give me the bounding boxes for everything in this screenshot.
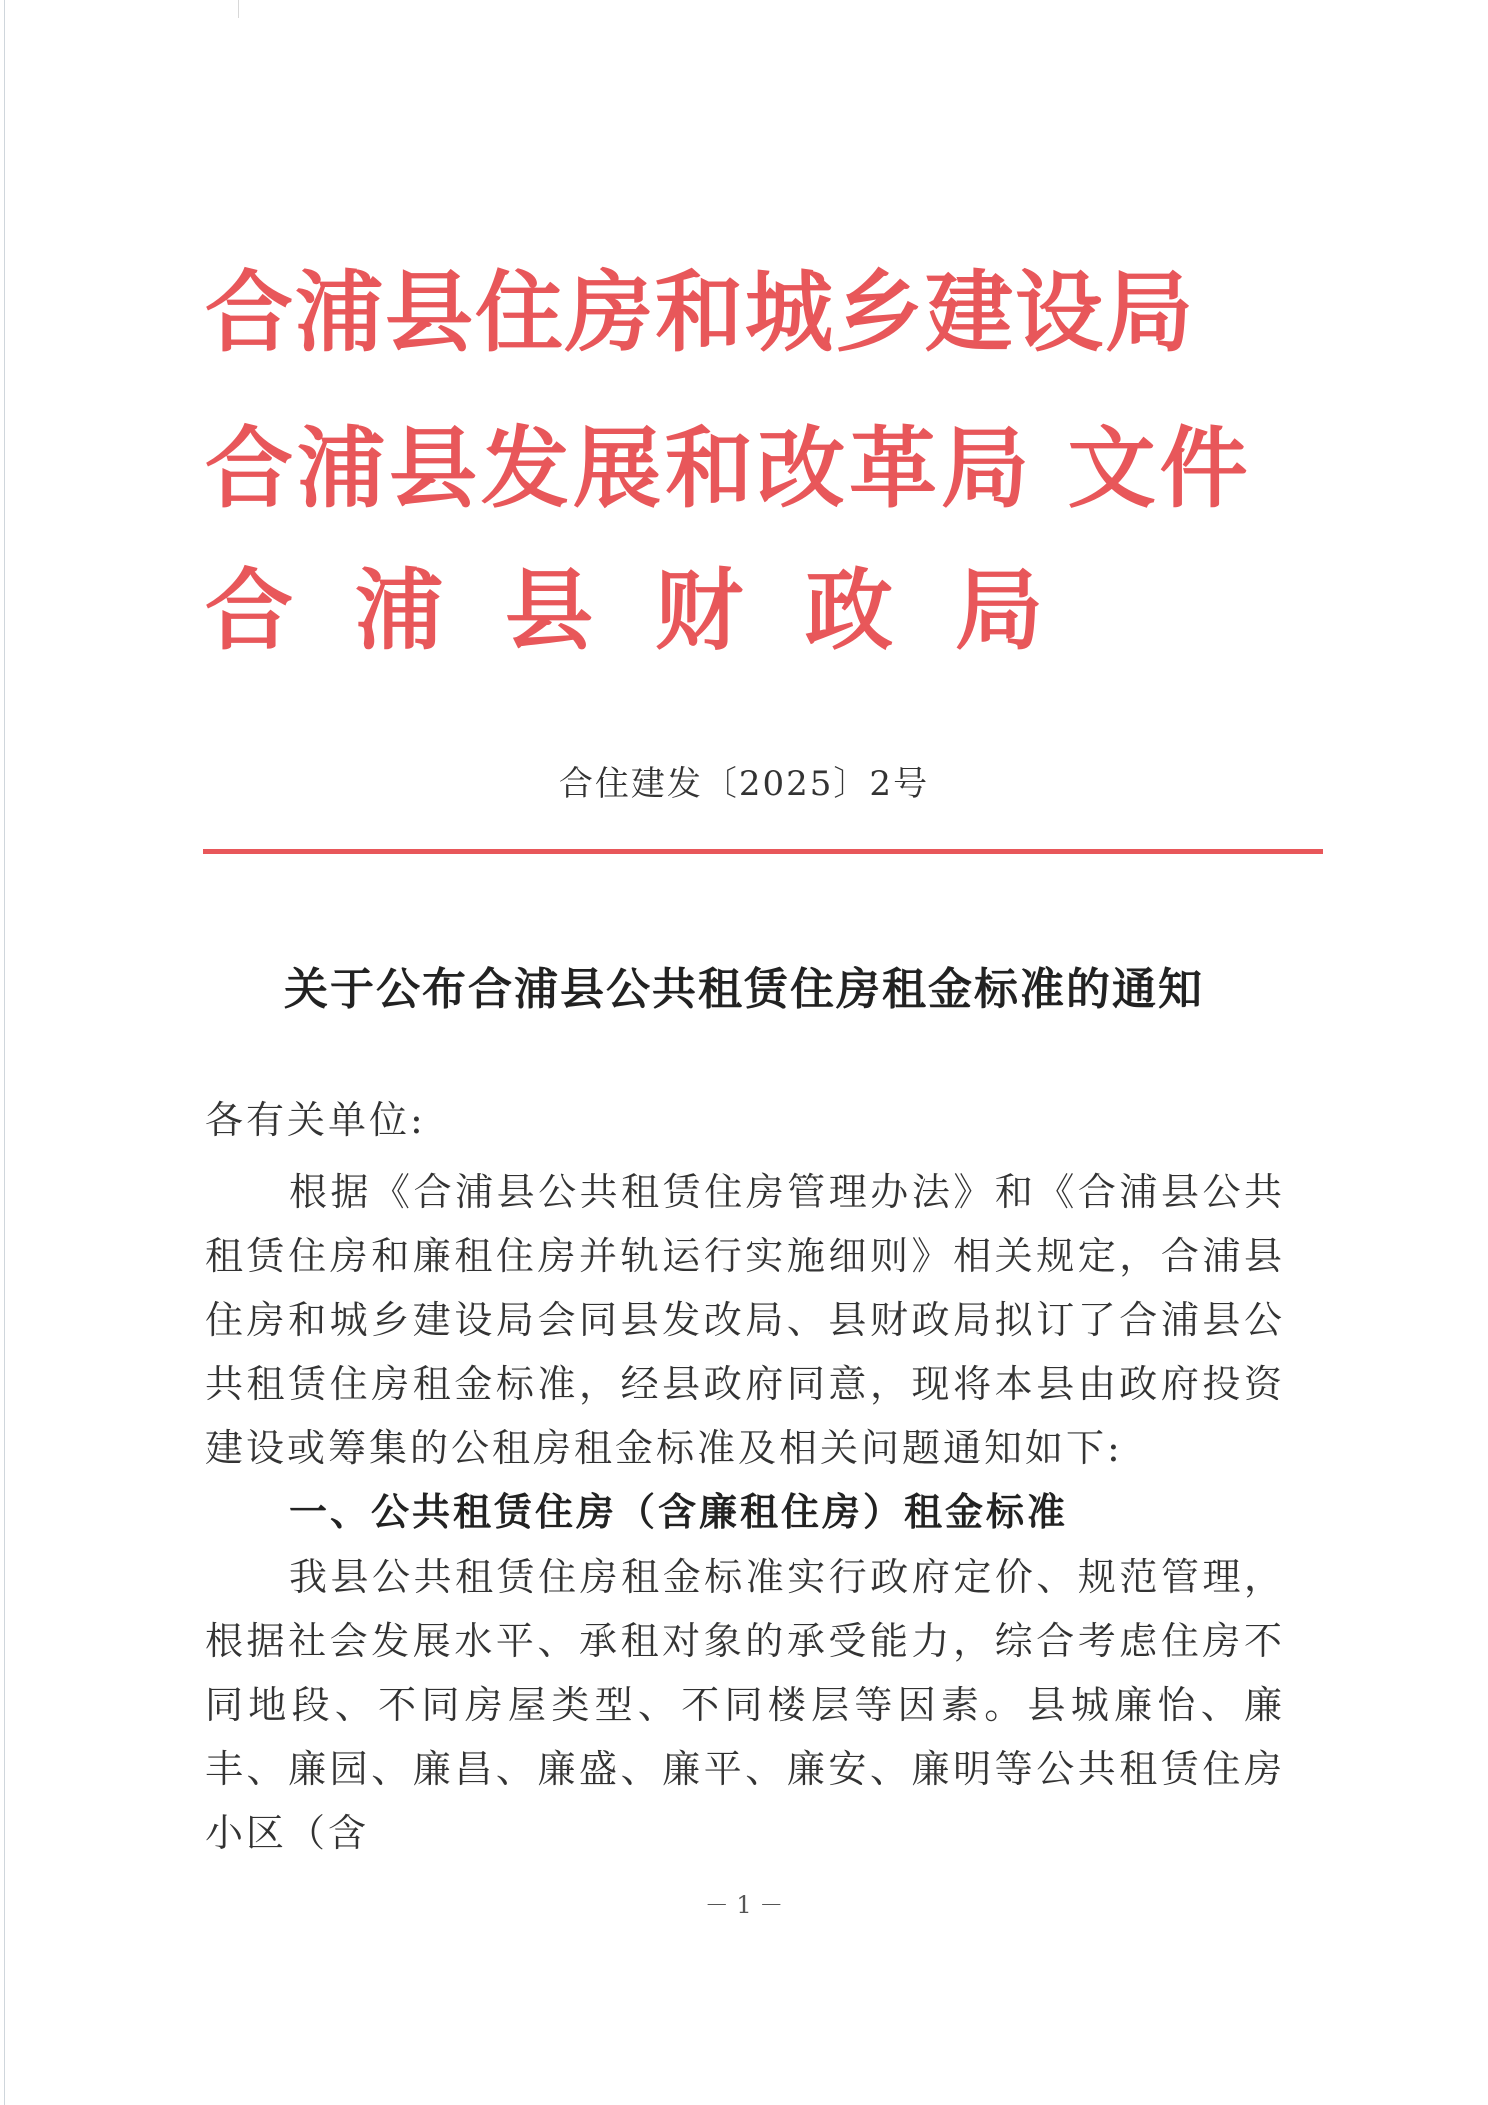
salutation: 各有关单位: <box>205 1098 426 1142</box>
red-separator-rule <box>203 849 1323 854</box>
scan-top-mark <box>238 0 239 18</box>
issuer-header-line-3: 合浦县财政局 <box>205 558 1106 662</box>
page-number: － 1 － <box>704 1891 784 1919</box>
document-number: 合住建发〔2025〕2号 <box>558 764 930 804</box>
section-heading-1: 一、公共租赁住房（含廉租住房）租金标准 <box>289 1489 1069 1534</box>
issuer-header-line-2: 合浦县发展和改革局 文件 <box>205 416 1252 520</box>
body-paragraph-1: 根据《合浦县公共租赁住房管理办法》和《合浦县公共租赁住房和廉租住房并轨运行实施细则》相关规定，合浦县住房和城乡建设局会同县发改局、县财政局拟订了合浦县公共租赁住房租金标准，经县政府同意，现将本县由政府投资建设或筹集的公租房租金标准及相关问题通知如下: <box>205 1170 1285 1470</box>
body-paragraph-2: 我县公共租赁住房租金标准实行政府定价、规范管理，根据社会发展水平、承租对象的承受能力，综合考虑住房不同地段、不同房屋类型、不同楼层等因素。县城廉怡、廉丰、廉园、廉昌、廉盛、廉平、廉安、廉明等公共租赁住房小区（含 <box>205 1555 1285 1855</box>
issuer-header-line-1: 合浦县住房和城乡建设局 <box>205 260 1196 364</box>
scan-edge-line <box>4 0 5 2105</box>
document-title: 关于公布合浦县公共租赁住房租金标准的通知 <box>284 964 1204 1015</box>
